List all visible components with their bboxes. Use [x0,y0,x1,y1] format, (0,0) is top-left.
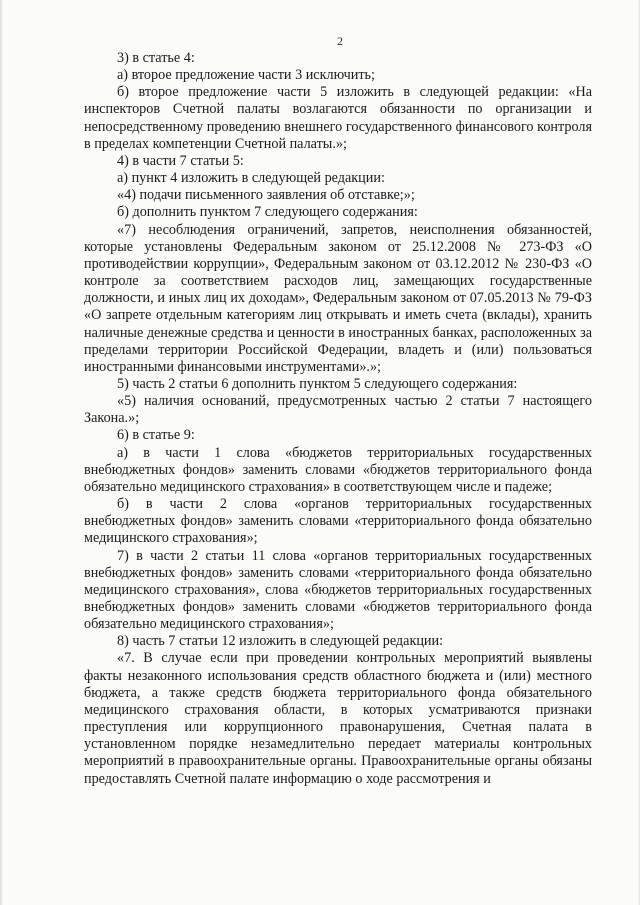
paragraph: «7) несоблюдения ограничений, запретов, неисполнения обязанностей, которые установлены Федеральным законом от 25.12.2008 № 273-ФЗ «О противодействии коррупции», Федеральным законом от 03.12.2012 № 230-ФЗ «О контроле за соответствием расходов лиц, замещающих государственные должности, и иных лиц их доходам», Федеральным законом от 07.05.2013 № 79-ФЗ «О запрете отдельным категориям лиц открывать и иметь счета (вклады), хранить наличные денежные средства и ценности в иностранных банках, расположенных за пределами территории Российской Федерации, владеть и (или) пользоваться иностранными финансовыми инструментами».»; [84,221,592,375]
paragraph: а) пункт 4 изложить в следующей редакции: [117,170,385,187]
paragraph: 6) в статье 9: [117,427,195,444]
paragraph: б) второе предложение части 5 изложить в следующей редакции: «На инспекторов Счетной палаты возлагаются обязанности по организации и непосредственному проведению внешнего государственного финансового контроля в пределах компетенции Счетной палаты.»; [84,84,592,152]
paragraph: 5) часть 2 статьи 6 дополнить пунктом 5 следующего содержания: [117,375,518,392]
paragraph: 3) в статье 4: [117,50,195,66]
paragraph: 4) в части 7 статьи 5: [117,152,244,169]
paragraph: 8) часть 7 статьи 12 изложить в следующей редакции: [117,633,444,650]
page-number: 2 [337,34,343,48]
paragraph: б) дополнить пунктом 7 следующего содержания: [117,204,418,221]
document-body [84,50,592,788]
paragraph: 7) в части 2 статьи 11 слова «органов территориальных государственных внебюджетных фондов» заменить словами «территориального фонда обязательно медицинского страхования», слова «бюджетов территориальных государственных внебюджетных фондов» заменить словами «бюджетов территориального фонда обязательно медицинского страхования»; [84,547,592,633]
paragraph: «4) подачи письменного заявления об отставке;»; [117,187,415,204]
scan-edge-left [0,0,3,905]
paragraph: «5) наличия оснований, предусмотренных частью 2 статьи 7 настоящего Закона.»; [84,393,592,427]
paragraph: а) второе предложение части 3 исключить; [117,67,375,84]
paragraph: а) в части 1 слова «бюджетов территориальных государственных внебюджетных фондов» заменить словами «бюджетов территориального фонда обязательно медицинского страхования» в соответствующем числе и падеже; [84,444,592,495]
paragraph: б) в части 2 слова «органов территориальных государственных внебюджетных фондов» заменить словами «территориального фонда обязательно медицинского страхования»; [84,496,592,547]
paragraph: «7. В случае если при проведении контрольных мероприятий выявлены факты незаконного использования средств областного бюджета и (или) местного бюджета, а также средств бюджета территориального фонда обязательного медицинского страхования области, в которых усматриваются признаки преступления или коррупционного правонарушения, Счетная палата в установленном порядке незамедлительно передает материалы контрольных мероприятий в правоохранительные органы. Правоохранительные органы обязаны предоставлять Счетной палате информацию о ходе рассмотрения и [84,650,592,787]
